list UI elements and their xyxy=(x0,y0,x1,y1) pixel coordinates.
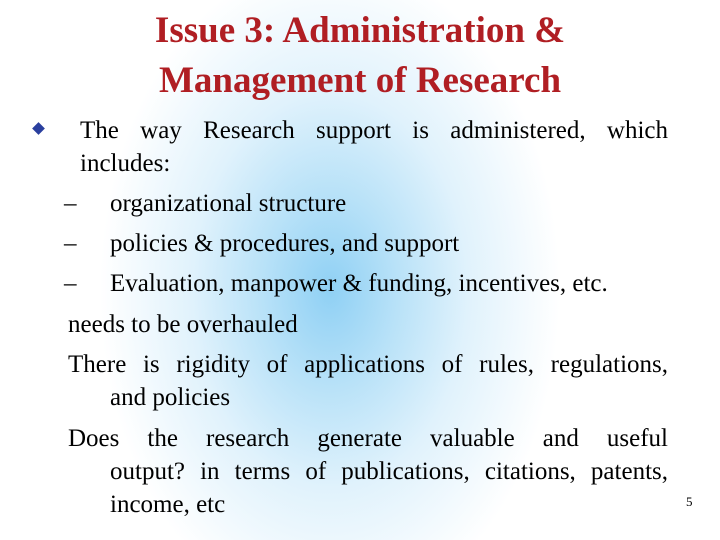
bullet-text-line-1: The way Research support is administered, which xyxy=(80,117,668,144)
dash-marker: – xyxy=(64,230,77,257)
title-line-2: Management of Research xyxy=(158,60,562,101)
sub-item-2-text: policies & procedures, and support xyxy=(110,230,460,257)
slide-title xyxy=(0,6,720,106)
page-number: 5 xyxy=(686,494,693,509)
bullet-text-line-2: includes: xyxy=(80,150,171,177)
diamond-bullet-icon xyxy=(32,122,45,135)
sub-item-1-text: organizational structure xyxy=(110,190,347,217)
continuation-text: needs to be overhauled xyxy=(68,311,298,338)
dash-marker: – xyxy=(64,190,77,217)
rigidity-line-2: and policies xyxy=(110,384,231,411)
question-line-2: output? in terms of publications, citations, patents, xyxy=(110,458,668,485)
title-line-1: Issue 3: Administration & xyxy=(154,10,566,51)
dash-marker: – xyxy=(64,270,77,297)
rigidity-line-1: There is rigidity of applications of rules, regulations, xyxy=(68,351,668,378)
question-line-1: Does the research generate valuable and useful xyxy=(68,425,668,452)
sub-item-3-text: Evaluation, manpower & funding, incentives, etc. xyxy=(110,270,608,297)
question-line-3: income, etc xyxy=(110,491,226,518)
